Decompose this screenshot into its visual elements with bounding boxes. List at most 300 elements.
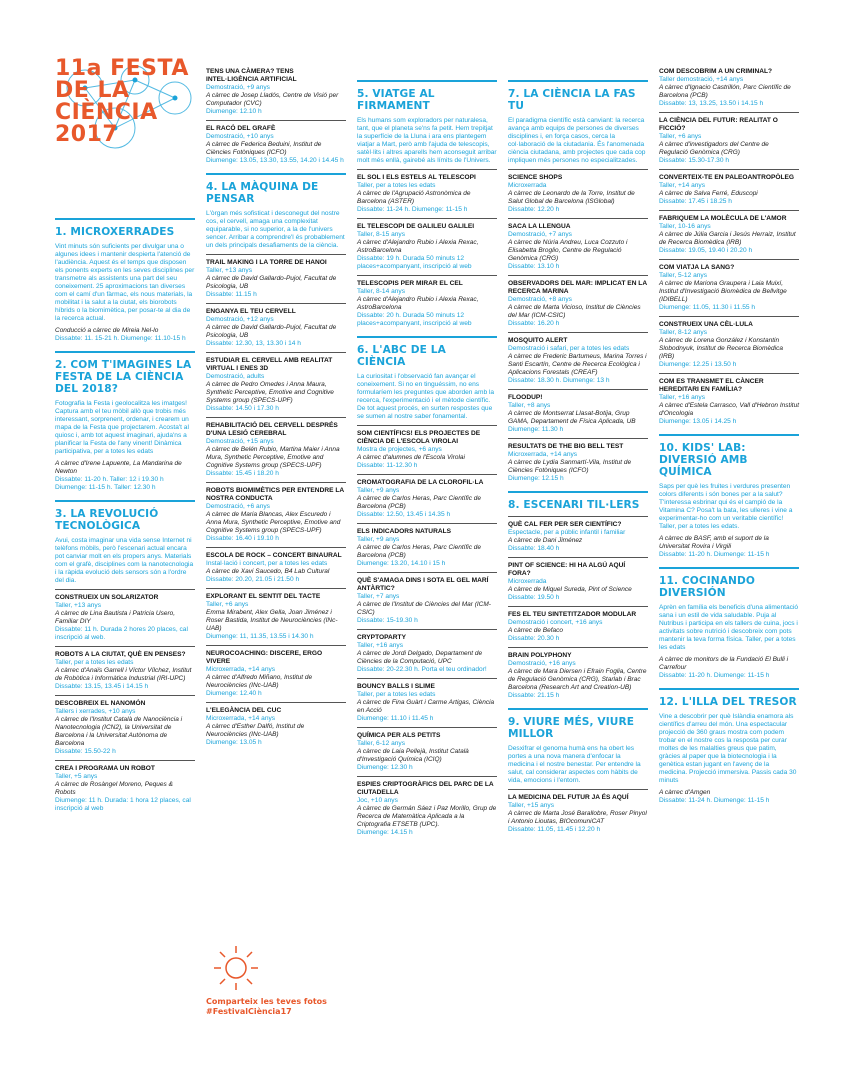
- item-divider: [206, 547, 346, 548]
- activity-title: QUÍMICA PER ALS PETITS: [357, 732, 441, 739]
- activity-schedule: Dissabte: 19.05, 19.40 i 20.20 h: [659, 247, 753, 254]
- item-divider: [659, 169, 799, 170]
- activity-title: RESULTATS DE THE BIG BELL TEST: [508, 443, 624, 450]
- activity-title: QUÈ S'AMAGA DINS I SOTA EL GEL MARÍ ANTÀRTIC?: [357, 577, 489, 592]
- activity-item: [206, 645, 346, 698]
- activity-type: Taller, 6-12 anys: [357, 740, 406, 747]
- activity-type: Taller, 5-12 anys: [659, 272, 708, 279]
- program-section: [357, 336, 497, 837]
- item-divider: [659, 373, 799, 374]
- section-presenter: A càrrec d'Amgen: [659, 789, 711, 796]
- activity-schedule: Dissabte: 15-19.30 h: [357, 617, 418, 624]
- activity-item: [357, 572, 497, 625]
- activity-type: Demostració i concert, +16 anys: [508, 619, 603, 626]
- activity-presenter: A càrrec de Carlos Heras, Parc Científic de Barcelona (PCB): [357, 495, 482, 510]
- activity-presenter: A càrrec de Maria Blancas, Alex Escuredo i Anna Mura, Synthetic Perceptive, Emotive and Cognitive Systems group (SPECS-UPF): [206, 511, 341, 534]
- activity-schedule: Dissabte: 16.20 h: [508, 320, 560, 327]
- activity-schedule: Diumenge: 11.05, 11.30 i 11.55 h: [659, 304, 756, 311]
- section-rule: [55, 351, 195, 353]
- activity-presenter: A càrrec de l'Agrupació Astronòmica de Barcelona (ASTER): [357, 190, 471, 205]
- column-2: [206, 60, 346, 749]
- section-presenter: A càrrec de BASF, amb el suport de la Universitat Rovira i Virgili: [659, 535, 769, 550]
- section-rule: [55, 500, 195, 502]
- section-intro: Saps per què les fruites i verdures presenten colors diferents i són bones per a la salut? T'interessa esbrinar qui és el campió de la Vitamina C? Posa't la bata, les ulleres i vine a experimentar-ho com un veritable científic! Taller, per a totes les edats.: [659, 483, 793, 530]
- activity-type: Taller, +9 anys: [357, 536, 400, 543]
- activity-schedule: Dissabte: 15.50-22 h: [55, 748, 116, 755]
- festival-logo: [55, 58, 205, 158]
- activity-presenter: A càrrec de Belén Rubio, Martina Maier i Anna Mura, Synthetic Perceptive, Emotive and Cognitive Systems group (SPECS-UPF): [206, 446, 340, 469]
- activity-type: Demostració, +6 anys: [206, 503, 270, 510]
- activity-title: OBSERVADORS DEL MAR: IMPLICAT EN LA RECERCA MARINA: [508, 280, 647, 295]
- activity-item: [55, 760, 195, 813]
- activity-presenter: A càrrec de Lina Bautista i Patricia Usero, Familiar DIY: [55, 610, 176, 625]
- activity-item: [206, 254, 346, 299]
- section-schedule: Dissabte: 11-20 h. Diumenge: 11-15 h: [659, 672, 770, 679]
- activity-title: BOUNCY BALLS I SLIME: [357, 683, 435, 690]
- item-divider: [659, 112, 799, 113]
- activity-schedule: Dissabte: 13.15, 13.45 i 14.15 h: [55, 683, 149, 690]
- program-section: [55, 351, 195, 492]
- section-title: 12. L'ILLA DEL TRESOR: [659, 696, 797, 708]
- activity-title: SOM CIENTÍFICS! ELS PROJECTES DE CIÈNCIA DE L'ESCOLA VIROLAI: [357, 430, 481, 445]
- section-intro: Aprèn en família els beneficis d'una alimentació sana i un estil de vida saludable. Puja al Nutribus i participa en els tallers de cuina, jocs i activitats sobre nutrició i descobreix com pots mantenir la teva forma física. Taller, per a totes les edats: [659, 604, 799, 651]
- activity-item: [357, 523, 497, 568]
- program-section: [659, 688, 799, 805]
- activity-item: [357, 727, 497, 772]
- activity-item: [357, 678, 497, 723]
- section-title: 2. COM T'IMAGINES LA FESTA DE LA CIÈNCIA DEL 2018?: [55, 359, 192, 395]
- activity-schedule: Dissabte: 11 h. Durada 2 hores 20 places, cal inscripció al web.: [55, 626, 188, 641]
- activity-presenter: A càrrec de Marta Vicioso, Institut de Ciències del Mar (ICM-CSIC): [508, 304, 641, 319]
- item-divider: [206, 702, 346, 703]
- activity-type: Tallers i xerrades, +10 anys: [55, 708, 136, 715]
- activity-type: Taller, +9 anys: [357, 487, 400, 494]
- program-section: [659, 68, 799, 426]
- activity-type: Demostració, +9 anys: [206, 84, 270, 91]
- item-divider: [508, 275, 648, 276]
- item-divider: [357, 218, 497, 219]
- activity-title: TELESCOPIS PER MIRAR EL CEL: [357, 280, 463, 287]
- item-divider: [206, 588, 346, 589]
- activity-item: [508, 275, 648, 328]
- activity-schedule: Dissabte: 20-22.30 h. Porta el teu ordinador!: [357, 666, 487, 673]
- activity-title: MOSQUITO ALERT: [508, 337, 568, 344]
- activity-schedule: Dissabte: 12.50, 13.45 i 14.35 h: [357, 511, 451, 518]
- section-title: 9. VIURE MÉS, VIURE MILLOR: [508, 716, 635, 740]
- activity-title: TENS UNA CÀMERA? TENS INTEL·LIGÈNCIA ARTIFICIAL: [206, 68, 297, 83]
- activity-presenter: A càrrec de Marta José Barallobre, Roser Pinyol i Antonio Lioutas, BIOcomuniCAT: [508, 810, 647, 825]
- program-section: [206, 173, 346, 747]
- column-5: [659, 60, 799, 805]
- activity-item: [357, 425, 497, 470]
- activity-item: [206, 417, 346, 478]
- activity-item: [55, 695, 195, 756]
- activity-presenter: A càrrec de Montserrat Llasat-Botija, Grup GAMA, Departament de Física Aplicada, UB: [508, 410, 636, 425]
- item-divider: [55, 695, 195, 696]
- activity-item: [357, 218, 497, 271]
- activity-title: FLOODUP!: [508, 394, 543, 401]
- activity-title: QUÈ CAL FER PER SER CIENTÍFIC?: [508, 521, 622, 528]
- activity-presenter: A càrrec de Germán Sáez i Paz Morillo, Grup de Recerca de Matemàtica Aplicada a la Criptografia ETSETB (UPC).: [357, 805, 497, 828]
- activity-presenter: A càrrec de Salva Ferré, Eduscopi: [659, 190, 758, 197]
- activity-presenter: A càrrec de Carlos Heras, Parc Científic de Barcelona (PCB): [357, 544, 482, 559]
- activity-presenter: A càrrec de Lydia Sanmartí-Vila, Institut de Ciències Fotòniques (ICFO): [508, 459, 632, 474]
- item-divider: [206, 645, 346, 646]
- section-presenter: Conducció a càrrec de Mireia Nel-lo: [55, 327, 159, 334]
- activity-type: Demostració, +12 anys: [206, 316, 274, 323]
- section-title: 6. L'ABC DE LA CIÈNCIA: [357, 344, 446, 368]
- section-intro: La curiositat i l'observació fan avançar el coneixement. Si no en tinguéssim, no ens formularíem les preguntes que aborden amb la recerca, l'experimentació i el mètode científic. De tot aquest procés, en surten respostes que se sumen al nostre saber fonamental.: [357, 373, 495, 420]
- activity-title: FABRIQUEM LA MOLÈCULA DE L'AMOR: [659, 215, 787, 222]
- activity-title: CREA I PROGRAMA UN ROBOT: [55, 765, 155, 772]
- activity-schedule: Diumenge: 12.10 h: [206, 108, 262, 115]
- item-divider: [357, 275, 497, 276]
- activity-type: Taller, +13 anys: [55, 602, 102, 609]
- activity-item: [659, 316, 799, 369]
- activity-type: Espectacle, per a públic infantil i familiar: [508, 529, 626, 536]
- program-section: [508, 708, 648, 834]
- activity-presenter: A càrrec d'Alejandro Rubio i Alexia Rexac, AstroBarcelona: [357, 296, 479, 311]
- activity-title: ENGANYA EL TEU CERVELL: [206, 308, 296, 315]
- activity-title: ESTUDIAR EL CERVELL AMB REALITAT VIRTUAL I ENES 3D: [206, 357, 333, 372]
- activity-title: L'ELEGÀNCIA DEL CUC: [206, 707, 282, 714]
- activity-schedule: Diumenge: 13.05 h: [206, 739, 262, 746]
- logo-line: 2017: [55, 122, 119, 147]
- activity-item: [357, 776, 497, 837]
- activity-schedule: Diumenge: 12.15 h: [508, 475, 564, 482]
- activity-title: ESCOLA DE ROCK – CONCERT BINAURAL: [206, 552, 342, 559]
- activity-schedule: Diumenge: 13.05, 13.30, 13.55, 14.20 i 14.45 h: [206, 157, 344, 164]
- item-divider: [206, 254, 346, 255]
- section-rule: [357, 80, 497, 82]
- activity-title: TRAIL MAKING I LA TORRE DE HANOI: [206, 259, 327, 266]
- activity-type: Taller demostració, +14 anys: [659, 76, 744, 83]
- activity-presenter: A càrrec d'Alejandro Rubio i Alexia Rexac, AstroBarcelona: [357, 239, 479, 254]
- activity-presenter: A càrrec d'investigadors del Centre de Regulació Genòmica (CRG): [659, 141, 769, 156]
- logo-line: CIÈNCIA: [55, 100, 158, 125]
- logo-line: 11a FESTA: [55, 56, 189, 81]
- item-divider: [508, 647, 648, 648]
- activity-item: [659, 210, 799, 255]
- column-3: [357, 72, 497, 839]
- item-divider: [508, 389, 648, 390]
- activity-type: Demostració, adults: [206, 373, 265, 380]
- item-divider: [206, 417, 346, 418]
- activity-type: Taller, 8-15 anys: [357, 231, 406, 238]
- activity-presenter: A càrrec de Xavi Saucedo, B4 Lab Cultural: [206, 568, 330, 575]
- activity-title: CRYPTOPARTY: [357, 634, 406, 641]
- activity-title: REHABILITACIÓ DEL CERVELL DESPRÉS D'UNA LESIÓ CEREBRAL: [206, 422, 338, 437]
- activity-type: Taller, +7 anys: [357, 593, 400, 600]
- activity-type: Taller, +13 anys: [206, 267, 253, 274]
- activity-presenter: A càrrec d'Esther Dalfó, Institut de Neurociències (INc-UAB): [206, 723, 305, 738]
- activity-schedule: Dissabte: 11-12.30 h: [357, 462, 418, 469]
- column-1: [55, 210, 195, 815]
- activity-title: EXPLORANT EL SENTIT DEL TACTE: [206, 593, 321, 600]
- activity-type: Microxerrada: [508, 182, 547, 189]
- activity-schedule: Dissabte: 21.15 h: [508, 692, 560, 699]
- activity-item: [508, 169, 648, 214]
- section-intro: Vine a descobrir per què Islàndia enamora als científics d'arreu del món. Una espectacular projecció de 360 graus mostra com podem trobar en el nostre cos la resposta per curar moltes de les malalties greus que patim, gràcies al paper que la biotecnologia i la genètica estan jugant en l'avenç de la medicina. Projecció immersiva. Passis cada 30 minuts: [659, 713, 797, 784]
- item-divider: [357, 727, 497, 728]
- activity-schedule: Dissabte: 11-24 h. Diumenge: 11-15 h: [357, 206, 468, 213]
- activity-type: Taller, +16 anys: [357, 642, 404, 649]
- activity-title: ROBOTS BIOMIMÈTICS PER ENTENDRE LA NOSTRA CONDUCTA: [206, 487, 344, 502]
- activity-item: [508, 332, 648, 385]
- activity-type: Instal·lació i concert, per a totes les edats: [206, 560, 328, 567]
- activity-item: [508, 557, 648, 602]
- section-rule: [55, 218, 195, 220]
- section-rule: [659, 567, 799, 569]
- activity-schedule: Dissabte: 15.30-17.30 h: [659, 157, 730, 164]
- activity-title: CONVERTEIX-TE EN PALEOANTROPÒLEG: [659, 174, 795, 181]
- activity-type: Taller, +5 anys: [55, 773, 98, 780]
- activity-presenter: A càrrec de Frederic Bartumeus, Marina Torres i Santi Escartín, Centre de Recerca Ecològica i Aplicacions Forestals (CREAF): [508, 353, 647, 376]
- section-intro: Avui, costa imaginar una vida sense Internet ni telèfons mòbils, però l'escenari actual encara pot canviar molt en els propers anys. Materials com el grafè, disciplines com la nanotecnologia i la ràpida evolució dels sensors són a l'ordre del dia.: [55, 537, 194, 584]
- activity-title: NEUROCOACHING: DISCERE, ERGO VIVERE: [206, 650, 323, 665]
- activity-type: Taller, per a totes les edats: [357, 691, 436, 698]
- section-schedule: Dissabte: 11. 15-21 h. Diumenge: 11.10-15 h: [55, 335, 186, 342]
- activity-type: Joc, +10 anys: [357, 797, 398, 804]
- activity-presenter: A càrrec de David Gallardo-Pujol, Facultat de Psicologia, UB: [206, 324, 337, 339]
- program-section: [659, 567, 799, 680]
- activity-title: DESCOBREIX EL NANOMÓN: [55, 700, 146, 707]
- activity-item: [55, 646, 195, 691]
- activity-presenter: A càrrec de Mara Diersen i Efrain Foglia, Centre de Regulació Genòmica (CRG), Starlab i Brac Barcelona (Research Art and Creation-UB): [508, 668, 647, 691]
- activity-presenter: A càrrec de Lorena González i Konstantin Slobodnyuk, Institut de Recerca Biomèdica (IRB): [659, 337, 783, 360]
- activity-schedule: Dissabte: 11.15 h: [206, 291, 257, 298]
- activity-title: EL SOL I ELS ESTELS AL TELESCOPI: [357, 174, 476, 181]
- section-rule: [206, 173, 346, 175]
- activity-type: Taller, +16 anys: [659, 394, 706, 401]
- activity-schedule: Dissabte: 17.45 i 18.25 h: [659, 198, 732, 205]
- activity-presenter: A càrrec de l'Institut Català de Nanociència i Nanotecnologia (ICN2), la Universitat de Barcelona i la Universitat Autònoma de Barcelona: [55, 716, 183, 747]
- activity-schedule: Diumenge: 11.30 h: [508, 426, 564, 433]
- section-rule: [508, 708, 648, 710]
- section-rule: [508, 80, 648, 82]
- activity-schedule: Dissabte: 13.10 h: [508, 263, 560, 270]
- activity-title: CROMATOGRAFIA DE LA CLOROFIL·LA: [357, 479, 484, 486]
- activity-item: [206, 352, 346, 413]
- program-section: [659, 434, 799, 559]
- activity-schedule: Diumenge: 12.25 i 13.50 h: [659, 361, 737, 368]
- activity-presenter: A càrrec de Miquel Sureda, Pint of Science: [508, 586, 632, 593]
- activity-item: [508, 438, 648, 483]
- activity-schedule: Dissabte: 20.30 h: [508, 635, 560, 642]
- item-divider: [357, 169, 497, 170]
- activity-type: Taller, +6 anys: [206, 601, 249, 608]
- share-text: Comparteix les teves fotos: [206, 997, 327, 1006]
- section-title: 10. KIDS' LAB: DIVERSIÓ AMB QUÍMICA: [659, 442, 748, 478]
- activity-presenter: Emma Mirabent, Alex Gella, Joan Jiménez i Roser Bastida, Institut de Neurociències (INc-UAB): [206, 609, 338, 632]
- share-block: [206, 944, 346, 1017]
- activity-item: [659, 259, 799, 312]
- activity-item: [206, 588, 346, 641]
- activity-item: [206, 482, 346, 543]
- section-title: 8. ESCENARI TIL·LERS: [508, 499, 640, 511]
- activity-item: [206, 303, 346, 348]
- item-divider: [357, 474, 497, 475]
- activity-type: Taller, 10-16 anys: [659, 223, 711, 230]
- item-divider: [55, 760, 195, 761]
- activity-presenter: A càrrec de Befaco: [508, 627, 564, 634]
- item-divider: [508, 557, 648, 558]
- activity-presenter: A càrrec de Fina Guàrt i Carme Artigas, Ciència en Acció: [357, 699, 495, 714]
- activity-presenter: A càrrec d'Alfredo Miñano, Institut de Neurociències (INc-UAB): [206, 674, 313, 689]
- activity-type: Demostració, +15 anys: [206, 438, 274, 445]
- item-divider: [357, 629, 497, 630]
- item-divider: [206, 120, 346, 121]
- section-rule: [357, 336, 497, 338]
- activity-type: Mostra de projectes, +6 anys: [357, 446, 442, 453]
- section-rule: [659, 434, 799, 436]
- activity-presenter: A càrrec de Dani Jiménez: [508, 537, 583, 544]
- program-section: [55, 218, 195, 343]
- item-divider: [508, 516, 648, 517]
- item-divider: [357, 572, 497, 573]
- section-rule: [659, 688, 799, 690]
- activity-title: FES EL TEU SINTETITZADOR MODULAR: [508, 611, 637, 618]
- column-4: [508, 72, 648, 836]
- activity-schedule: Dissabte: 16.40 i 19.10 h: [206, 535, 279, 542]
- activity-schedule: Diumenge: 11, 11.35, 13.55 i 14.30 h: [206, 633, 314, 640]
- activity-title: EL TELESCOPI DE GALILEU GALILEI: [357, 223, 475, 230]
- section-intro: El paradigma científic està canviant: la recerca avança amb equips de persones de diverses disciplines i, en força casos, cerca la col·laboració de la ciutadania. És l'anomenada ciència ciutadana, amb projectes que cada cop impliquen més persones no especialitzades.: [508, 117, 646, 164]
- section-intro: Vint minuts són suficients per divulgar una o algunes idees i mantenir despierta l'atenció de l'audiència. Aquest és el temps que disposen els ponents experts en les seves disciplines per transmetre als assistents una part del seu coneixement. 25 aproximacions tan diverses com el camí d'un fàrmac, els nous materials, la mobilitat i la salut a la ciutat, els biorobots híbrids o la biomimètica, per posar-te al dia de la recerca actual.: [55, 243, 195, 322]
- activity-schedule: Dissabte: 19.50 h: [508, 594, 560, 601]
- program-section: [508, 80, 648, 483]
- activity-presenter: A càrrec d'Ignacio Castrillón, Parc Científic de Barcelona (PCB): [659, 84, 791, 99]
- activity-schedule: Dissabte: 12.30, 13, 13.30 i 14 h: [206, 340, 301, 347]
- section-title: 11. COCINANDO DIVERSIÓN: [659, 575, 755, 599]
- item-divider: [357, 776, 497, 777]
- section-intro: Fotografia la Festa i geolocalitza les imatges! Captura amb el teu mòbil allò que trobis més interessant, sorprenent, ordenar, i crearem un mapa de la Festa que projectarem. Acosta't al quiosc i, amb tot aquest imaginari, ajuda'ns a planificar la Festa de l'any vinent! Dinàmica participativa, per a totes les edats: [55, 400, 189, 455]
- share-hashtag: #FestivalCiència17: [206, 1007, 292, 1016]
- item-divider: [357, 523, 497, 524]
- activity-presenter: A càrrec de Federica Beduini, Institut de Ciències Fotòniques (ICFO): [206, 141, 322, 156]
- activity-schedule: Diumenge: 11 h. Durada: 1 hora 12 places, cal inscripció al web: [55, 797, 191, 812]
- activity-item: [206, 120, 346, 165]
- activity-item: [659, 68, 799, 108]
- item-divider: [508, 169, 648, 170]
- activity-presenter: A càrrec de Jordi Delgado, Departament de Ciències de la Computació, UPC: [357, 650, 483, 665]
- activity-type: Microxerrada, +14 anys: [206, 715, 276, 722]
- activity-type: Demostració, +10 anys: [206, 133, 274, 140]
- activity-item: [508, 389, 648, 434]
- activity-schedule: Diumenge: 13.05 i 14.25 h: [659, 418, 737, 425]
- section-title: 7. LA CIÈNCIA LA FAS TU: [508, 88, 636, 112]
- item-divider: [508, 789, 648, 790]
- section-schedule: Dissabte: 11-20 h. Taller: 12 i 19.30 h Diumenge: 11-15 h. Taller: 12.30 h: [55, 476, 164, 491]
- activity-type: Taller, +14 anys: [659, 182, 706, 189]
- activity-schedule: Dissabte: 11.05, 11.45 i 12.20 h: [508, 826, 601, 833]
- item-divider: [206, 352, 346, 353]
- section-intro: Els humans som exploradors per naturalesa, tant, que el planeta se'ns fa petit. Hem trepitjat la superfície de la Lluna i ara ens plantegem viatjar a Mart, però amb l'ajuda de telescopis, satèl·lits i altres aparells hem aconseguit arribar molt més enllà, gairebé als límits de l'Univers.: [357, 117, 497, 164]
- program-section: [206, 68, 346, 165]
- activity-type: Taller, per a totes les edats: [357, 182, 436, 189]
- activity-item: [357, 275, 497, 328]
- activity-presenter: A càrrec de Mariona Graupera i Laia Muixí, Institut d'Investigació Biomèdica de Bellvitge (IDIBELL): [659, 280, 787, 303]
- section-presenter: A càrrec de monitors de la Fundació El Bulli i Carrefour: [659, 656, 789, 671]
- activity-title: CONSTRUEIX UNA CÈL·LULA: [659, 321, 753, 328]
- activity-presenter: A càrrec d'Anaïs Garrell i Víctor Vílchez, Institut de Robòtica i Informàtica Industrial (IRI-UPC): [55, 667, 192, 682]
- activity-schedule: Dissabte: 20 h. Durada 50 minuts 12 places+acompanyant, inscripció al web: [357, 312, 472, 327]
- activity-presenter: A càrrec de Leonardo de la Torre, Institut de Salut Global de Barcelona (ISGlobal): [508, 190, 635, 205]
- activity-title: PINT OF SCIENCE: HI HA ALGÚ AQUÍ FORA?: [508, 562, 626, 577]
- activity-item: [357, 169, 497, 214]
- activity-title: SCIENCE SHOPS: [508, 174, 563, 181]
- activity-title: BRAIN POLYPHONY: [508, 652, 572, 659]
- item-divider: [508, 218, 648, 219]
- activity-type: Microxerrada, +14 anys: [508, 451, 578, 458]
- program-section: [357, 80, 497, 328]
- activity-item: [357, 629, 497, 674]
- activity-schedule: Dissabte: 14.50 i 17.30 h: [206, 405, 279, 412]
- activity-type: Taller, +8 anys: [508, 402, 551, 409]
- section-title: 3. LA REVOLUCIÓ TECNOLÒGICA: [55, 508, 159, 532]
- item-divider: [508, 332, 648, 333]
- item-divider: [357, 425, 497, 426]
- activity-title: COM VIATJA LA SANG?: [659, 264, 735, 271]
- activity-type: Taller, +15 anys: [508, 802, 555, 809]
- activity-title: EL RACÓ DEL GRAFÈ: [206, 125, 276, 132]
- section-title: 1. MICROXERRADES: [55, 226, 175, 238]
- activity-item: [357, 474, 497, 519]
- activity-presenter: A càrrec de Rosàngel Moreno, Peques & Robots: [55, 781, 173, 796]
- sun-icon: [206, 944, 266, 992]
- activity-item: [55, 589, 195, 642]
- activity-type: Taller, per a totes les edats: [55, 659, 134, 666]
- activity-presenter: A càrrec de Júlia Garcia i Jesús Herraiz, Institut de Recerca Biomèdica (IRB): [659, 231, 796, 246]
- activity-schedule: Dissabte: 12.20 h: [508, 206, 560, 213]
- activity-item: [508, 606, 648, 643]
- activity-type: Microxerrada: [508, 578, 547, 585]
- program-section: [55, 500, 195, 813]
- activity-presenter: A càrrec de l'Institut de Ciències del Mar (ICM-CSIC): [357, 601, 491, 616]
- item-divider: [206, 482, 346, 483]
- activity-item: [508, 218, 648, 271]
- activity-schedule: Diumenge: 12.40 h: [206, 690, 262, 697]
- activity-title: SACA LA LLENGUA: [508, 223, 571, 230]
- item-divider: [55, 589, 195, 590]
- activity-schedule: Dissabte: 20.20, 21.05 i 21.50 h: [206, 576, 300, 583]
- activity-schedule: Diumenge: 12.30 h: [357, 764, 413, 771]
- activity-type: Microxerrada, +14 anys: [206, 666, 276, 673]
- activity-item: [659, 373, 799, 426]
- section-rule: [508, 491, 648, 493]
- section-schedule: Dissabte: 11-20 h. Diumenge: 11-15 h: [659, 551, 770, 558]
- activity-schedule: Dissabte: 15.45 i 18.20 h: [206, 470, 279, 477]
- activity-schedule: Dissabte: 13, 13.25, 13.50 i 14.15 h: [659, 100, 764, 107]
- item-divider: [659, 259, 799, 260]
- section-presenter: A càrrec d'Irene Lapuente, La Mandarina de Newton: [55, 460, 182, 475]
- activity-title: LA MEDICINA DEL FUTUR JA ÉS AQUÍ: [508, 794, 629, 801]
- activity-presenter: A càrrec de Josep Lladós, Centre de Visió per Computador (CVC): [206, 92, 339, 107]
- activity-item: [659, 169, 799, 206]
- item-divider: [659, 210, 799, 211]
- item-divider: [357, 678, 497, 679]
- activity-title: LA CIÈNCIA DEL FUTUR: REALITAT O FICCIÓ?: [659, 117, 778, 132]
- item-divider: [55, 646, 195, 647]
- activity-presenter: A càrrec de David Gallardo-Pujol, Facultat de Psicologia, UB: [206, 275, 337, 290]
- item-divider: [206, 303, 346, 304]
- activity-type: Demostració, +7 anys: [508, 231, 572, 238]
- logo-line: DE LA: [55, 78, 130, 103]
- activity-title: ESPIES CRIPTOGRÀFICS DEL PARC DE LA CIUTADELLA: [357, 781, 494, 796]
- item-divider: [508, 606, 648, 607]
- activity-type: Taller, 8-12 anys: [659, 329, 708, 336]
- activity-item: [508, 516, 648, 553]
